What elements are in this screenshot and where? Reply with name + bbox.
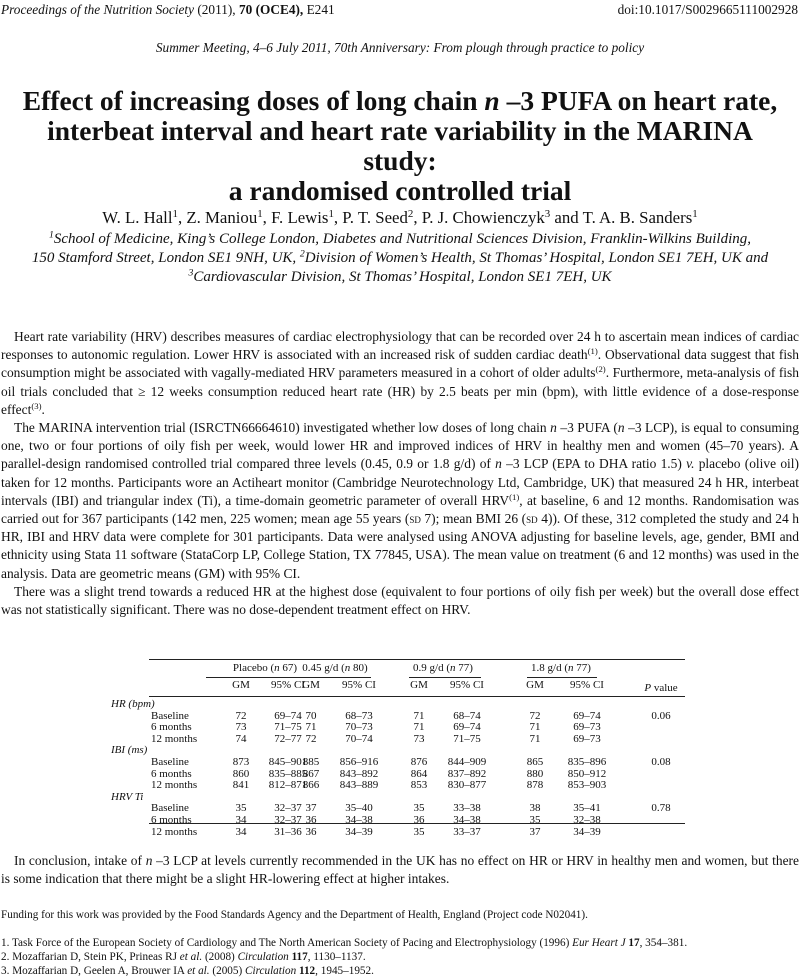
author: T. A. B. Sanders$^1$ bbox=[582, 208, 698, 227]
table-cell: 878 bbox=[526, 779, 544, 792]
table-cell: 71–75 bbox=[274, 721, 302, 734]
title-line3: a randomised controlled trial bbox=[228, 175, 572, 206]
p-value: 0.08 bbox=[651, 756, 671, 768]
title-n: n bbox=[484, 85, 500, 116]
table-cell: 866 bbox=[302, 779, 320, 792]
meeting-line: Summer Meeting, 4–6 July 2011, 70th Anniversary: From plough through practice to policy bbox=[155, 40, 645, 55]
journal-issue: (OCE4), bbox=[255, 2, 304, 17]
table-cell: 34–39 bbox=[345, 825, 373, 838]
table-top-rule bbox=[149, 659, 685, 660]
row-label: 6 months bbox=[151, 814, 192, 826]
table-cell: 71–75 bbox=[453, 732, 481, 745]
citation-ref: (1) bbox=[509, 492, 520, 503]
table-cell: 873 bbox=[232, 756, 250, 768]
table-cell: 885 bbox=[302, 756, 320, 768]
abstract-body bbox=[1, 328, 799, 619]
table-cell: 72 bbox=[529, 709, 541, 722]
group-header: 0.45 g/d (n 80) bbox=[302, 662, 368, 674]
row-label: 12 months bbox=[151, 779, 198, 792]
table-cell: 34 bbox=[235, 814, 247, 826]
header-rule bbox=[149, 696, 685, 697]
table-cell: 32–37 bbox=[274, 802, 302, 815]
journal-year: (2011), bbox=[197, 2, 236, 17]
p-value-header: P value bbox=[644, 682, 678, 694]
table-cell: 865 bbox=[526, 756, 544, 768]
table-cell: 71 bbox=[529, 721, 541, 734]
column-header: GM bbox=[526, 679, 544, 691]
table-cell: 31–36 bbox=[274, 825, 302, 838]
paper-title bbox=[10, 86, 790, 206]
row-label: Baseline bbox=[151, 709, 189, 722]
table-cell: 33–38 bbox=[453, 802, 481, 815]
affiliations bbox=[0, 230, 800, 286]
table-cell: 68–73 bbox=[345, 709, 373, 722]
table-cell: 876 bbox=[410, 756, 428, 768]
group-header: 0.9 g/d (n 77) bbox=[413, 662, 473, 674]
table-cell: 35–41 bbox=[573, 802, 601, 815]
column-header: 95% CI bbox=[342, 679, 376, 691]
citation-ref: (1) bbox=[587, 346, 598, 357]
table-cell: 34–38 bbox=[345, 814, 373, 826]
table-cell: 837–892 bbox=[447, 767, 487, 780]
table-cell: 35 bbox=[413, 825, 425, 838]
journal-name: Proceedings of the Nutrition Society bbox=[1, 2, 195, 17]
affiliation-line: $^1$School of Medicine, King’s College London, Diabetes and Nutritional Sciences Division, Franklin-Wilkins Building, bbox=[48, 229, 752, 247]
table-cell: 34–39 bbox=[573, 825, 601, 838]
table-cell: 835–885 bbox=[268, 767, 308, 780]
table-cell: 853–903 bbox=[567, 779, 607, 792]
table-cell: 72–77 bbox=[274, 732, 302, 745]
affiliation-line: 150 Stamford Street, London SE1 9NH, UK, $^2$Division of Women’s Health, St Thomas’ Hospital, London SE1 7EH, UK and bbox=[31, 248, 769, 266]
author: F. Lewis$^1$ bbox=[271, 208, 334, 227]
column-header: GM bbox=[410, 679, 428, 691]
journal-volume: 70 bbox=[238, 2, 253, 17]
table-cell: 35 bbox=[235, 802, 247, 815]
table-cell: 35 bbox=[529, 814, 541, 826]
table-cell: 36 bbox=[305, 814, 317, 826]
table-cell: 845–901 bbox=[268, 756, 308, 768]
row-label: 12 months bbox=[151, 825, 198, 838]
table-cell: 73 bbox=[235, 721, 247, 734]
table-cell: 843–892 bbox=[339, 767, 379, 780]
references bbox=[1, 937, 799, 978]
table-cell: 32–37 bbox=[274, 814, 302, 826]
citation-ref: (3) bbox=[31, 401, 42, 412]
column-header: 95% CI bbox=[271, 679, 305, 691]
row-label: 6 months bbox=[151, 767, 192, 780]
column-header: 95% CI bbox=[570, 679, 604, 691]
section-label: HR (bpm) bbox=[111, 698, 155, 710]
conclusion: In conclusion, intake of n –3 LCP at levels currently recommended in the UK has no effect on HR or HRV in healthy men and women, but there is some indication that there might be a slight HR-lowering effect at higher intakes. bbox=[1, 853, 799, 887]
row-label: 12 months bbox=[151, 732, 198, 745]
table-cell: 853 bbox=[410, 779, 428, 792]
table-cell: 69–74 bbox=[573, 709, 601, 722]
table-cell: 72 bbox=[305, 732, 317, 745]
title-line2: interbeat interval and heart rate variability in the MARINA study: bbox=[47, 115, 753, 176]
title-line1-pre: Effect of increasing doses of long chain bbox=[22, 85, 485, 116]
funding-statement: Funding for this work was provided by the Food Standards Agency and the Department of Health, England (Project code N02041). bbox=[1, 909, 588, 921]
table-cell: 32–38 bbox=[573, 814, 601, 826]
table-cell: 844–909 bbox=[447, 756, 487, 768]
table-cell: 880 bbox=[526, 767, 544, 780]
author: P. J. Chowienczyk$^3$ bbox=[421, 208, 551, 227]
paragraph-intro: Heart rate variability (HRV) describes measures of cardiac electrophysiology that can be recorded over 24 h to ascertain mean indices of cardiac responses to autonomic regulation. Lower HRV is associated with an increased risk of sudden cardiac death$^{(1)}$. Observational data suggest that fish consumption might be associated with vagally-mediated HRV parameters measured in a cohort of older adults$^{(2)}$. Furthermore, meta-analysis of fish oil trials concluded that ≥ 12 weeks consumption reduced heart rate (HR) by 2.5 beats per min (bpm), with little evidence of a dose-response effect$^{(3)}$. bbox=[1, 329, 800, 417]
section-label: IBI (ms) bbox=[111, 744, 148, 757]
group-header: Placebo (n 67) bbox=[232, 662, 298, 674]
table-cell: 70–73 bbox=[345, 721, 373, 734]
p-value: 0.78 bbox=[651, 802, 671, 815]
table-cell: 74 bbox=[235, 732, 247, 745]
column-header: GM bbox=[302, 679, 320, 691]
table-cell: 864 bbox=[410, 767, 428, 780]
title-line1-post: –3 PUFA on heart rate, bbox=[499, 85, 778, 116]
table-cell: 68–74 bbox=[453, 709, 481, 722]
table-cell: 69–73 bbox=[573, 732, 601, 745]
reference-item: 2. Mozaffarian D, Stein PK, Prineas RJ et al. (2008) Circulation 117, 1130–1137. bbox=[1, 950, 366, 963]
table-cell: 812–871 bbox=[268, 779, 308, 792]
table-cell: 841 bbox=[232, 779, 250, 792]
table-cell: 835–896 bbox=[567, 756, 607, 768]
paragraph-results: There was a slight trend towards a reduced HR at the highest dose (equivalent to four portions of oily fish per week) but the overall dose effect was not statistically significant. There was no dose-dependent treatment effect on HRV. bbox=[1, 583, 799, 618]
group-header: 1.8 g/d (n 77) bbox=[531, 662, 591, 674]
column-header: 95% CI bbox=[450, 679, 484, 691]
column-header: GM bbox=[232, 679, 250, 691]
table-cell: 860 bbox=[232, 767, 250, 780]
table-cell: 843–889 bbox=[339, 779, 379, 792]
table-cell: 37 bbox=[529, 825, 541, 838]
table-cell: 856–916 bbox=[339, 756, 379, 768]
table-cell: 70–74 bbox=[345, 732, 373, 745]
table-cell: 71 bbox=[413, 709, 425, 722]
table-cell: 33–37 bbox=[453, 825, 481, 838]
section-label: HRV Ti bbox=[111, 790, 144, 803]
table-cell: 850–912 bbox=[567, 767, 607, 780]
table-cell: 36 bbox=[413, 814, 425, 826]
table-bottom-rule bbox=[149, 823, 685, 824]
paragraph-methods: The MARINA intervention trial (ISRCTN66664610) investigated whether low doses of long chain n –3 PUFA (n –3 LCP), is equal to consuming one, two or four portions of oily fish per week, would lower HR and improved indices of HRV in healthy men and women (45–70 years). A parallel-design randomised controlled trial compared three levels (0.45, 0.9 or 1.8 g/d) of n –3 LCP (EPA to DHA ratio 1.5) v. placebo (olive oil) taken for 12 months. Participants wore an Actiheart monitor (Cambridge Neurotechnology Ltd, Cambridge, UK) that measured 24 h HR, interbeat intervals (IBI) and triangular index (Ti), a time-domain geometric parameter of overall HRV$^{(1)}$, at baseline, 6 and 12 months. Randomisation was carried out for 367 participants (142 men, 225 women; mean age 55 years (sd 7); mean BMI 26 (sd 4)). Of these, 312 completed the study and 24 h HR, IBI and HRV data were complete for 301 participants. Data were analysed using ANOVA adjusting for baseline levels, age, gender, BMI and ethnicity using Stata 11 software (StataCorp LP, College Station, TX 77845, USA). The mean value on treatment (6 and 12 months) was used in the analysis. Data are geometric means (GM) with 95% CI. bbox=[1, 420, 800, 581]
table-cell: 73 bbox=[413, 732, 425, 745]
table-cell: 70 bbox=[305, 709, 317, 722]
p-value: 0.06 bbox=[651, 709, 671, 722]
table-cell: 36 bbox=[305, 825, 317, 838]
citation-ref: (2) bbox=[595, 364, 606, 375]
table-cell: 69–73 bbox=[573, 721, 601, 734]
author: W. L. Hall$^1$ bbox=[102, 208, 178, 227]
row-label: 6 months bbox=[151, 721, 192, 734]
journal-citation bbox=[1, 2, 335, 18]
table-cell: 35–40 bbox=[345, 802, 373, 815]
table-cell: 34 bbox=[235, 825, 247, 838]
affiliation-line: $^3$Cardiovascular Division, St Thomas’ Hospital, London SE1 7EH, UK bbox=[188, 267, 612, 285]
reference-item: 3. Mozaffarian D, Geelen A, Brouwer IA et al. (2005) Circulation 112, 1945–1952. bbox=[1, 964, 374, 977]
row-label: Baseline bbox=[151, 802, 189, 815]
table-cell: 867 bbox=[302, 767, 320, 780]
table-cell: 71 bbox=[413, 721, 425, 734]
journal-page: E241 bbox=[306, 2, 335, 17]
doi: doi:10.1017/S0029665111002928 bbox=[617, 2, 798, 17]
table-cell: 37 bbox=[305, 802, 317, 815]
row-label: Baseline bbox=[151, 756, 189, 768]
author-list: W. L. Hall$^1$, Z. Maniou$^1$, F. Lewis$^1$, P. T. Seed$^2$, P. J. Chowienczyk$^3$ and T. A. B. Sanders$^1$ bbox=[102, 208, 698, 227]
author: Z. Maniou$^1$ bbox=[186, 208, 263, 227]
table-cell: 71 bbox=[529, 732, 541, 745]
table-cell: 34–38 bbox=[453, 814, 481, 826]
table-cell: 69–74 bbox=[274, 709, 302, 722]
author: P. T. Seed$^2$ bbox=[342, 208, 414, 227]
table-cell: 38 bbox=[529, 802, 541, 815]
table-cell: 72 bbox=[235, 709, 247, 722]
running-header bbox=[0, 2, 800, 20]
table-cell: 69–74 bbox=[453, 721, 481, 734]
reference-item: 1. Task Force of the European Society of Cardiology and The North American Society of Pacing and Electrophysiology (1996) Eur Heart J 17, 354–381. bbox=[1, 937, 688, 949]
table-cell: 830–877 bbox=[447, 779, 487, 792]
table-cell: 35 bbox=[413, 802, 425, 815]
table-cell: 71 bbox=[305, 721, 317, 734]
